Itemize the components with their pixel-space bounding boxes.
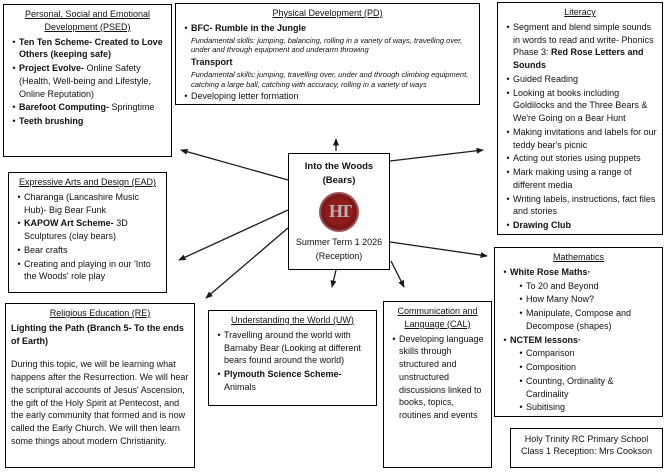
bullet-icon: • [12, 36, 16, 47]
list-item: • Plymouth Science Scheme- Animals [214, 368, 371, 394]
religious-education-title: Religious Education (RE) [49, 308, 151, 318]
bullet-icon: • [506, 167, 510, 178]
bullet-icon: • [12, 102, 16, 113]
topic-title [305, 160, 373, 188]
term-line1: Summer Term 1 2026 [295, 237, 383, 247]
religious-education-box [5, 303, 195, 468]
bullet-icon: • [519, 362, 523, 373]
mathematics-title: Mathematics [552, 252, 605, 262]
bullet-icon: • [519, 308, 523, 319]
topic-title-line2: (Bears) [322, 174, 356, 186]
physical-development-box [175, 3, 480, 105]
list-item: • KAPOW Art Scheme- 3D Sculptures (clay bears) [14, 217, 161, 243]
list-item: • Teeth brushing [9, 115, 166, 128]
communication-language-box [383, 301, 492, 468]
understanding-world-list [214, 329, 371, 394]
topic-title-line1: Into the Woods [304, 161, 374, 172]
bullet-icon: • [506, 126, 510, 137]
arrow-to-psed [181, 150, 288, 180]
bullet-icon: • [519, 402, 523, 413]
list-item: Transport [191, 57, 233, 68]
arrow-to-re [206, 228, 288, 298]
physical-development-list [181, 22, 474, 103]
school-name: Holy Trinity RC Primary School [524, 434, 649, 444]
expressive-arts-list [14, 191, 161, 283]
list-item: • Segment and blend simple sounds in words to read and write- Phonics Phase 3: Red Rose Letters and Sounds [503, 21, 657, 72]
list-item: • Acting out stories using puppets [503, 152, 657, 165]
bullet-icon: • [12, 116, 16, 127]
literacy-box [497, 2, 663, 235]
bullet-icon: • [392, 333, 396, 344]
psed-title: Personal, Social and Emotional Development (PSED) [24, 9, 151, 32]
list-item: • Travelling around the world with Barnaby Bear (Looking at different bears found around the world) [214, 329, 371, 367]
bullet-icon: • [506, 193, 510, 204]
list-item: • White Rose Maths· [500, 266, 657, 279]
list-item: • Mark making using a range of different media [503, 166, 657, 192]
bullet-icon: • [506, 153, 510, 164]
understanding-world-title: Understanding the World (UW) [231, 315, 354, 325]
list-item: Fundamental skills: jumping, balancing, rolling in a variety of ways, travelling over, under and through equipment and underarm throwing [191, 35, 463, 55]
list-item: • Comparison [516, 347, 657, 360]
list-item: • BFC- Rumble in the Jungle [181, 22, 474, 35]
bullet-icon: • [17, 244, 21, 255]
bullet-icon: • [184, 91, 188, 102]
class-teacher: Class 1 Reception: Mrs Cookson [520, 445, 653, 456]
list-item: • Developing letter formation [181, 90, 474, 103]
bullet-icon: • [12, 63, 16, 74]
list-item: • Manipulate, Compose and Decompose (shapes) [516, 307, 657, 333]
list-item: • Charanga (Lancashire Music Hub)- Big Bear Funk [14, 191, 161, 217]
school-info-box [510, 428, 663, 468]
term-line2: (Reception) [315, 250, 363, 261]
bullet-icon: • [17, 191, 21, 202]
bullet-icon: • [506, 87, 510, 98]
list-item: During this topic, we will be learning what happens after the Resurrection. We will hear the scriptural accounts of Jesus' Ascension, the gift of the Holy Spirit at Pentecost, and the early community that formed and is now called the Early Church. We will then learn some things about modern Christianity. [11, 359, 189, 446]
list-item: • Subitising [516, 401, 657, 414]
list-item: • Project Evolve- Online Safety (Health, Well-being and Lifestyle, Online Reputation) [9, 62, 166, 100]
bullet-icon: • [503, 334, 507, 345]
list-item: • Writing labels, instructions, fact files and stories [503, 193, 657, 219]
bullet-icon: • [17, 258, 21, 269]
topic-center-box [288, 153, 390, 270]
list-item: • Guided Reading [503, 73, 657, 86]
bullet-icon: • [519, 375, 523, 386]
arrow-to-math [390, 242, 487, 256]
list-item: • Ten Ten Scheme- Created to Love Others (keeping safe) [9, 36, 166, 62]
arrow-to-uw [332, 270, 336, 287]
list-item: Lighting the Path (Branch 5- To the ends of Earth) [11, 322, 184, 346]
bullet-icon: • [506, 21, 510, 32]
bullet-icon: • [519, 294, 523, 305]
arrow-to-cal [391, 261, 404, 287]
list-item: • Counting, Ordinality & Cardinality [516, 375, 657, 401]
mathematics-list [500, 266, 657, 414]
list-item: • Drawing Club [503, 219, 657, 232]
communication-language-list [389, 333, 486, 422]
list-item: • Creating and playing in our 'Into the Woods' role play [14, 258, 161, 284]
arrow-to-literacy [390, 150, 483, 161]
psed-list [9, 36, 166, 128]
religious-education-list [11, 322, 189, 448]
expressive-arts-box [8, 172, 167, 293]
communication-language-title: Communication and Language (CAL) [397, 306, 478, 329]
list-item: • Making invitations and labels for our teddy bear's picnic [503, 126, 657, 152]
understanding-world-box [208, 310, 377, 406]
physical-development-title: Physical Development (PD) [272, 8, 383, 18]
bullet-icon: • [503, 266, 507, 277]
bullet-icon: • [506, 73, 510, 84]
bullet-icon: • [217, 369, 221, 380]
bullet-icon: • [17, 218, 21, 229]
arrow-to-ead [179, 210, 288, 260]
literacy-title: Literacy [564, 7, 596, 17]
list-item: • Bear crafts [14, 244, 161, 257]
bullet-icon: • [184, 22, 188, 33]
list-item: • Barefoot Computing- Springtime [9, 101, 166, 114]
expressive-arts-title: Expressive Arts and Design (EAD) [18, 177, 157, 187]
list-item: • NCTEM lessons· [500, 334, 657, 347]
list-item: • Developing language skills through structured and unstructured discussions linked to books, topics, routines and events [389, 333, 486, 422]
list-item: • Looking at books including Goldilocks and the Three Bears & We're Going on a Bear Hunt [503, 87, 657, 125]
list-item: • How Many Now? [516, 293, 657, 306]
psed-box [3, 4, 172, 157]
list-item: • Composition [516, 361, 657, 374]
holy-trinity-school-logo-icon: HT [319, 192, 359, 232]
mathematics-box [494, 247, 663, 417]
term-label [296, 236, 382, 263]
literacy-list [503, 21, 657, 232]
bullet-icon: • [217, 329, 221, 340]
bullet-icon: • [519, 348, 523, 359]
bullet-icon: • [519, 280, 523, 291]
list-item: Fundamental skills: jumping, travelling over, under and through climbing equipment, catching a large ball, catching with accuracy, rolling in a variety of ways [191, 69, 469, 89]
bullet-icon: • [506, 220, 510, 231]
list-item: • To 20 and Beyond [516, 280, 657, 293]
